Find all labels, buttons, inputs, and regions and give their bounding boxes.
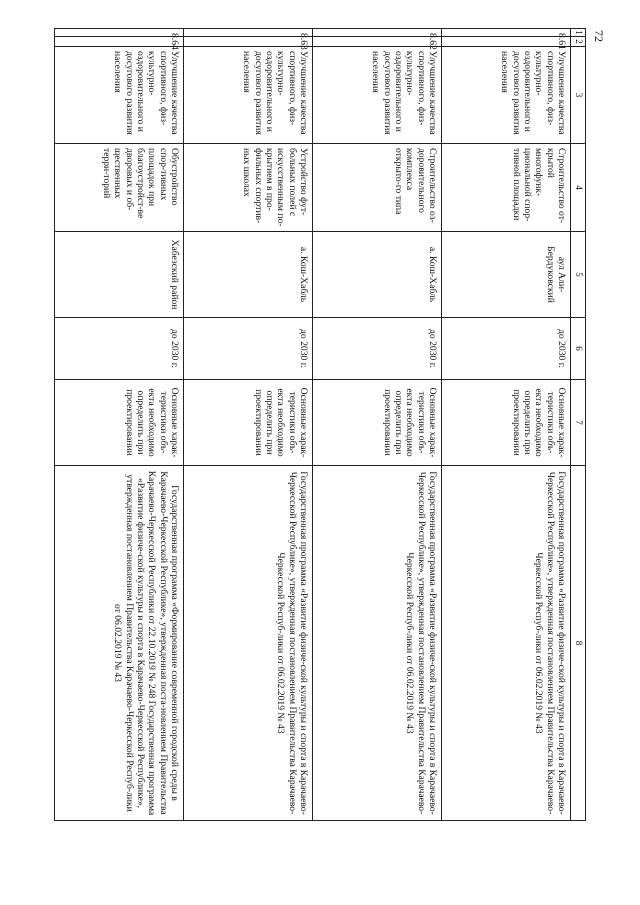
row-number: 8.61: [442, 29, 571, 37]
row-characteristics: Основные харак-теристики объ-екта необходимо определить при проектировании: [184, 380, 313, 466]
row-number: 8.64: [55, 29, 184, 37]
header-col-6: 6: [571, 318, 586, 380]
row-activity: Обустройство спор-тивных площадок при благоустройст-ве дворовых и об-щественных терри-торий: [55, 144, 184, 232]
row-location: а. Кош-Хабль: [313, 232, 442, 318]
row-col-2: [313, 37, 442, 47]
row-characteristics: Основные харак-теристики объ-екта необходимо определить при проектировании: [442, 380, 571, 466]
row-deadline: до 2030 г.: [184, 318, 313, 380]
table-row: [442, 29, 571, 821]
table-row: [184, 29, 313, 821]
table-row: [55, 29, 184, 821]
page-number: 72: [592, 30, 606, 42]
header-col-8: 8: [571, 466, 586, 821]
row-location: аул Али-Бердуковский: [442, 232, 571, 318]
row-program: Государственная программа «Развитие физиче-ской культуры и спорта в Карачаево-Черкесской Республике», утвержденная постановлением Правительства Карачаево-Черкесской Респуб-лики от 06.02.2019 № 43: [184, 466, 313, 821]
row-activity: Строительство оз-доровительного комплекса открыто-го типа: [313, 144, 442, 232]
row-goal: Улучшение качества спортивного, физ-культурно-оздоровительного и досугового развития населения: [442, 47, 571, 144]
table-row: [313, 29, 442, 821]
row-goal: Улучшение качества спортивного, физ-культурно-оздоровительного и досугового развития населения: [313, 47, 442, 144]
header-row: [571, 29, 586, 821]
row-program: Государственная программа «Развитие физиче-ской культуры и спорта в Карачаево-Черкесской Республике», утвержденная постановлением Правительства Карачаево-Черкесской Респуб-лики от 06.02.2019 № 43: [442, 466, 571, 821]
row-number: 8.63: [184, 29, 313, 37]
row-characteristics: Основные харак-теристики объ-екта необходимо определить при проектировании: [55, 380, 184, 466]
row-program: Государственная программа «Формирование современной городской среды в Карачаево-Черкесской Республике», утвержденная поста-новлением Правительства Карачаево-Черкесской Республики от 22.10.2019 № 248 Государственная программа «Развитие физиче-ской культуры и спорта в Карачаево-Черкесской Республике», утвержденная постановлением Правительства Карачаево-Черкесской Респуб-лики от 06.02.2019 № 43: [55, 466, 184, 821]
row-location: а. Кош-Хабль: [184, 232, 313, 318]
header-col-2: 2: [571, 37, 586, 47]
row-goal: Улучшение качества спортивного, физ-культурно-оздоровительного и досугового развития населения: [184, 47, 313, 144]
row-deadline: до 2030 г.: [55, 318, 184, 380]
header-col-4: 4: [571, 144, 586, 232]
row-deadline: до 2030 г.: [442, 318, 571, 380]
row-goal: Улучшение качества спортивного, физ-культурно-оздоровительного и досугового развития населения: [55, 47, 184, 144]
rotated-table-wrapper: [56, 28, 586, 820]
row-deadline: до 2030 г.: [313, 318, 442, 380]
row-col-2: [55, 37, 184, 47]
row-location: Хабезский район: [55, 232, 184, 318]
row-activity: Устройство фут-больных полей с искусственным по-крытием в про-фильных спортив-ных школах: [184, 144, 313, 232]
row-program: Государственная программа «Развитие физиче-ской культуры и спорта в Карачаево-Черкесской Республике», утвержденная постановлением Правительства Карачаево-Черкесской Респуб-лики от 06.02.2019 № 43: [313, 466, 442, 821]
header-col-5: 5: [571, 232, 586, 318]
header-col-3: 3: [571, 47, 586, 144]
row-activity: Строительство от-крытой многофунк-циональной спор-тивной площадки: [442, 144, 571, 232]
row-col-2: [442, 37, 571, 47]
projects-table: [54, 28, 586, 821]
row-characteristics: Основные харак-теристики объ-екта необходимо определить при проектировании: [313, 380, 442, 466]
row-col-2: [184, 37, 313, 47]
header-col-7: 7: [571, 380, 586, 466]
row-number: 8.62: [313, 29, 442, 37]
header-col-1: 1: [571, 29, 586, 37]
